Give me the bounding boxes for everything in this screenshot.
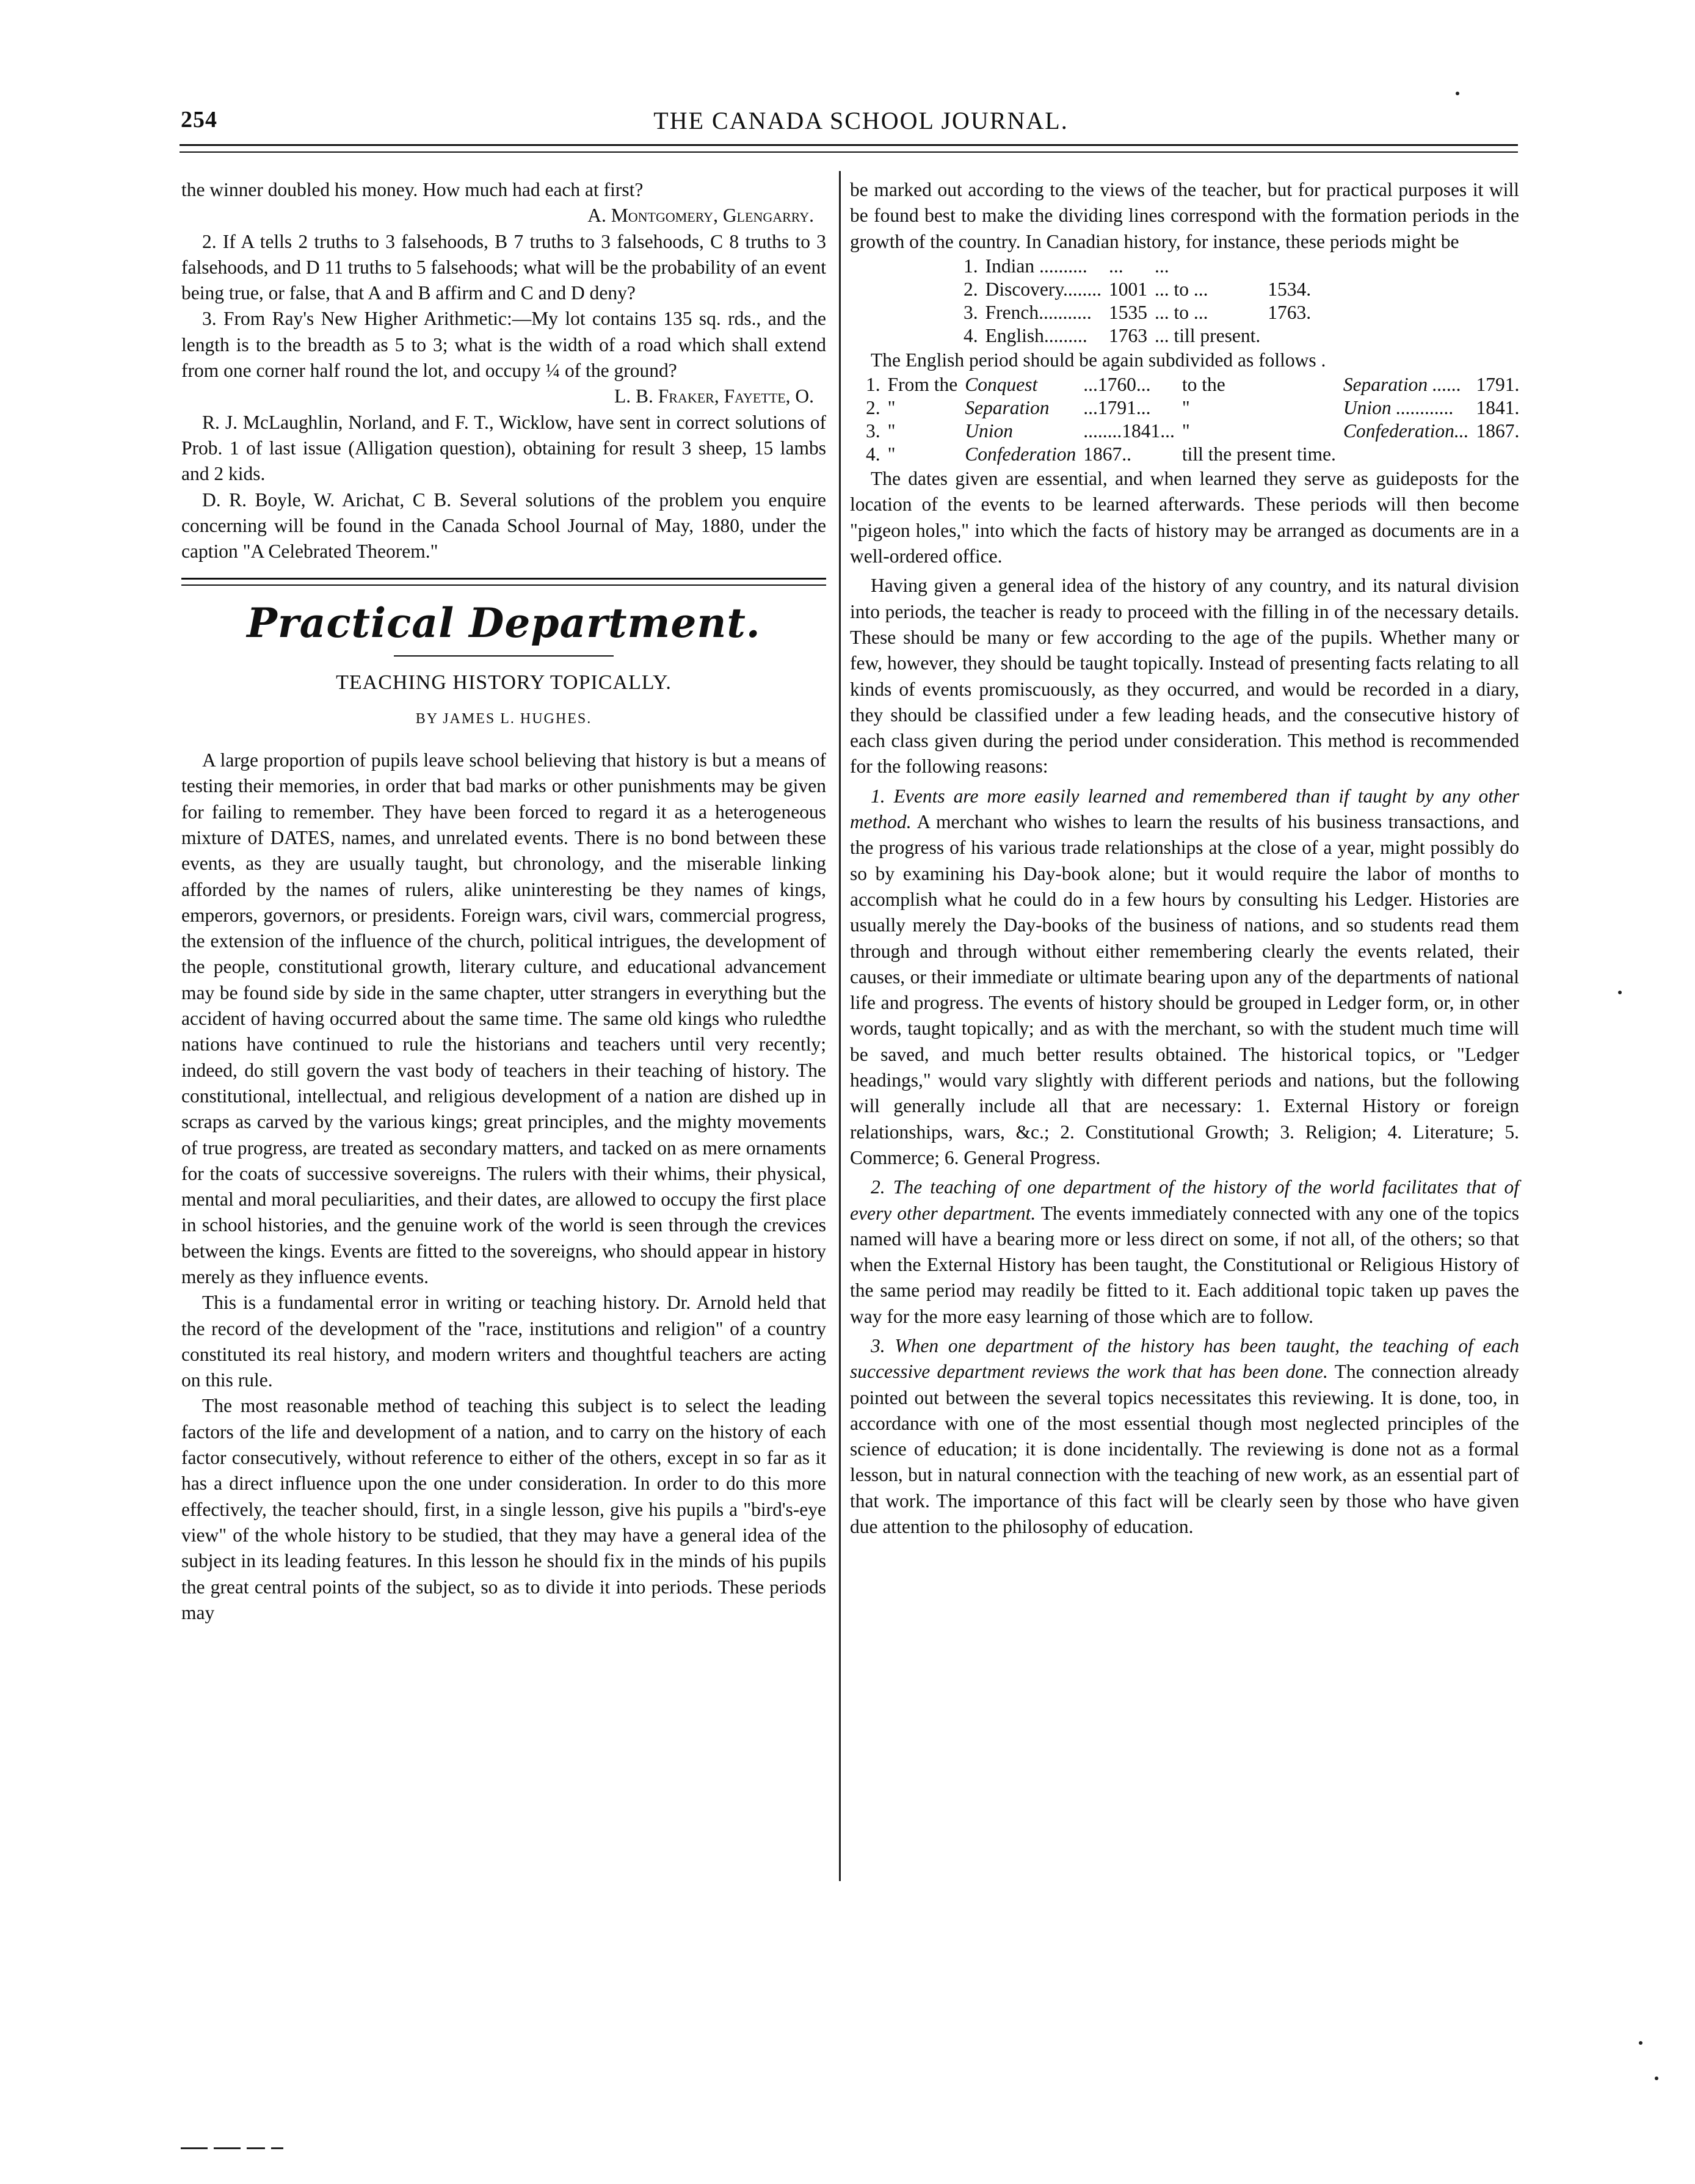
article-paragraph-4: be marked out according to the views of the teacher, but for practical purposes it will be found best to make the dividing lines correspond with the formation periods in the growth of the country. In Canadian history, for instance, these periods might be [850,179,1519,252]
period-n: 2. [964,278,978,300]
period-y2 [1472,443,1523,466]
period-to: Separation ...... [1343,374,1462,396]
english-period-row [862,420,1523,443]
period-end: 1534. [1268,278,1312,300]
period-to-word: " [1181,397,1190,419]
reason-2-body: The events immediately connected with any one of the topics named will have a bearing more or less direct on some, if not all, of the others; so that when the External History has been taught, the Constitutional or Religious History of the same period may readily be fitted to it. Each additional topic taken up paves the way for the more easy learning of those which are to follow. [850,1202,1519,1327]
department-rule-thick [181,578,826,580]
canadian-periods-table [960,255,1315,348]
period-y1: 1867.. [1083,443,1131,465]
signature-fraker: L. B. Fraker, Fayette, O. [614,385,814,407]
period-n: 2. [866,397,880,419]
article-byline: BY JAMES L. HUGHES. [415,710,592,727]
canadian-period-row [960,324,1315,348]
period-from: Conquest [965,374,1038,396]
print-speck [1639,2041,1642,2045]
canadian-period-row [960,278,1315,301]
reason-2 [850,1174,1519,1330]
period-y1: ...1791... [1083,397,1151,419]
running-head: THE CANADA SCHOOL JOURNAL. [653,107,1069,134]
period-name: Indian .......... [985,255,1087,277]
english-periods-table [862,373,1523,466]
period-end [1264,324,1315,348]
period-y2: 1841. [1476,397,1520,419]
period-from: Union [965,420,1013,442]
english-period-row [862,373,1523,396]
period-to: ... to ... [1155,301,1208,323]
header-rule-thin [180,151,1518,153]
problem-continuation: the winner doubled his money. How much had each at first? [181,179,644,200]
department-rule-thin [181,584,826,586]
period-n: 4. [866,443,880,465]
period-n: 3. [964,301,978,323]
right-column [850,177,1519,1540]
article-paragraph-1: A large proportion of pupils leave school believing that history is but a means of testing their memories, in order that bad marks or other punishments may be given for failing to remember. They have been forced to regard it as a heterogeneous mixture of DATES, names, and unrelated events. There is no bond between these events, as they are usually taught, but chronology, and the miserable linking afforded by the names of rulers, alike uninteresting be they names of kings, emperors, governors, or presidents. Foreign wars, civil wars, commercial progress, the extension of the influence of the church, political intrigues, the development of the people, constitutional growth, literary culture, and educational advancement may be found side by side in the same chapter, utter strangers in everything but the accident of having occurred about the same time. The same old kings who ruledthe nations have continued to rule the historians and teachers until very recently; indeed, do still govern the vast body of teachers in their teaching of history. The constitutional, intellectual, and religious development of a nation are dished up in scraps as carved by the various kings; great principles, and the mighty movements of true progress, are treated as secondary matters, and tacked on as mere ornaments for the coats of successive sovereigns. The rulers with their whims, their physical, mental and moral peculiarities, and their dates, are allowed to occupy the first place in school histories, and the genuine work of the world is seen through the crevices between the kings. Events are fitted to the sovereigns, who should appear in history merely as they influence events. [181,749,826,1287]
period-from-word: From the [887,374,958,396]
correspondence-boyle: D. R. Boyle, W. Arichat, C B. Several solutions of the problem you enquire concerning will be found in the Canada School Journal of May, 1880, under the caption "A Celebrated Theorem." [181,489,826,562]
period-y2: 1791. [1476,374,1520,396]
period-from: Separation [965,397,1050,419]
canadian-period-row [960,255,1315,278]
period-end [1264,255,1315,278]
period-to: ... to ... [1155,278,1208,300]
canadian-period-row [960,301,1315,324]
article-paragraph-3: The most reasonable method of teaching this subject is to select the leading factors of the life and development of a nation, and to carry on the history of each factor consecutively, without reference to either of the others, except in so far as it has a direct influence upon the one under consideration. In order to do this more effectively, the teacher should, first, in a single lesson, give his pupils a "bird's-eye view" of the whole history to be studied, that they may have a general idea of the subject in its leading features. In this lesson he should fix in the minds of his pupils the great central points of the subject, so as to divide it into periods. These periods may [181,1395,826,1623]
article-paragraph-5: The dates given are essential, and when learned they serve as guideposts for the location of the events to be learned afterwards. These periods will then become "pigeon holes," into which the facts of history may be arranged as documents are in a well-ordered office. [850,468,1519,567]
reason-2-lead: 2. The teaching of one department of the history of the world facilitates that of every other department. [850,1176,1519,1224]
period-y1: ...1760... [1083,374,1151,396]
period-to-word: " [1181,420,1190,442]
print-speck [1456,92,1459,95]
print-speck [1618,991,1622,994]
print-speck [1655,2077,1658,2080]
correspondence-mclaughlin: R. J. McLaughlin, Norland, and F. T., Wicklow, have sent in correct solutions of Prob. 1 of last issue (Alligation question), obtaining for result 3 sheep, 15 lambs and 2 kids. [181,411,826,485]
problem-2: 2. If A tells 2 truths to 3 falsehoods, B 7 truths to 3 falsehoods, C 8 truths to 3 falsehoods, and D 11 truths to 5 falsehoods; what will be the probability of an event being true, or false, that A and B affirm and C and D deny? [181,230,826,304]
period-n: 1. [866,374,880,396]
period-to-word: till the present time. [1181,443,1336,465]
period-n: 3. [866,420,880,442]
period-to: ... till present. [1155,324,1261,346]
english-period-intro: The English period should be again subdivided as follows . [871,349,1326,371]
footer-dash [214,2147,241,2149]
period-from: 1535 [1109,301,1148,323]
reason-3-lead: 3. When one department of the history has been taught, the teaching of each successive department reviews the work that has been done. [850,1334,1519,1383]
period-from: 1001 [1109,278,1148,300]
period-from-word: " [887,443,896,465]
footer-dash [181,2147,208,2149]
period-to: Union ............ [1343,397,1454,419]
department-underline [394,655,614,657]
period-from: Confederation [965,443,1076,465]
period-from: ... [1109,255,1123,277]
signature-montgomery: A. Montgomery, Glengarry. [587,205,814,227]
article-title: TEACHING HISTORY TOPICALLY. [336,671,672,694]
problem-3: 3. From Ray's New Higher Arithmetic:—My lot contains 135 sq. rds., and the length is to the breadth as 5 to 3; what is the width of a road which shall extend from one corner half round the lot, and occupy ¼ of the ground? [181,308,826,382]
period-to [1340,443,1473,466]
article-paragraph-2: This is a fundamental error in writing or teaching history. Dr. Arnold held that the record of the development of the "race, institutions and religion" of a country constituted its real history, and modern writers and thoughtful teachers are acting on this rule. [181,1292,826,1391]
period-from: 1763 [1109,324,1148,346]
article-paragraph-6: Having given a general idea of the history of any country, and its natural division into periods, the teacher is ready to proceed with the filling in of the necessary details. These should be many or few according to the age of the pupils. Whether many or few, however, they should be taught topically. Instead of presenting facts relating to all kinds of events promiscuously, as they occurred, and would be recorded in a diary, they should be classified under a few leading heads, and the consecutive history of each class given during the period under consideration. This method is recommended for the following reasons: [850,575,1519,777]
period-name: French........... [985,301,1092,323]
english-period-row [862,396,1523,420]
period-n: 4. [964,324,978,346]
period-y1: ........1841... [1083,420,1175,442]
footer-dash [271,2147,283,2149]
period-to: ... [1155,255,1169,277]
period-name: Discovery........ [985,278,1102,300]
department-rules [181,578,826,586]
period-to-word: to the [1181,374,1225,396]
department-heading: Practical Department. [247,599,761,647]
header-rule-thick [180,144,1518,146]
reason-1-body: A merchant who wishes to learn the results of his business transactions, and the progress of his various trade relationships at the close of a year, might possibly do so by examining his Day-book alone; but it would require the labor of months to accomplish what he could do in a few hours by consulting his Ledger. Histories are usually merely the Day-books of the business of nations, and so students read them through and through without either remembering clearly the events related, their causes, or their immediate or ultimate bearing upon any of the departments of national life and progress. The events of history should be grouped in Ledger form, or, in other words, taught topically; and as with the merchant, so with the student much time will be saved, and much better results obtained. The historical topics, or "Ledger headings," would vary slightly with different periods and nations, but the following will generally include all that are necessary: 1. External History or foreign relationships, wars, &c.; 2. Constitutional Growth; 3. Religion; 4. Literature; 5. Commerce; 6. General Progress. [850,811,1520,1168]
period-to: Confederation... [1343,420,1469,442]
left-column [181,177,826,1626]
reason-3-body: The connection already pointed out between the several topics necessitates this reviewing. It is done, too, in accordance with one of the most essential though most neglected principles of the science of education; it is done incidentally. The reviewing is done not as a formal lesson, but in natural connection with the teaching of new work, as an essential part of that work. The importance of this fact will be clearly seen by those who have given due attention to the philosophy of education. [850,1361,1520,1538]
period-from-word: " [887,397,896,419]
period-n: 1. [964,255,978,277]
english-period-row [862,443,1523,466]
period-from-word: " [887,420,896,442]
reason-1-lead: 1. Events are more easily learned and remembered than if taught by any other method. [850,785,1519,833]
period-name: English......... [985,324,1087,346]
reason-3 [850,1333,1519,1540]
column-divider [839,171,841,1881]
reason-1 [850,784,1519,1171]
page-number: 254 [181,107,217,133]
period-end: 1763. [1268,301,1312,323]
period-y2: 1867. [1476,420,1520,442]
footer-dash [247,2147,265,2149]
